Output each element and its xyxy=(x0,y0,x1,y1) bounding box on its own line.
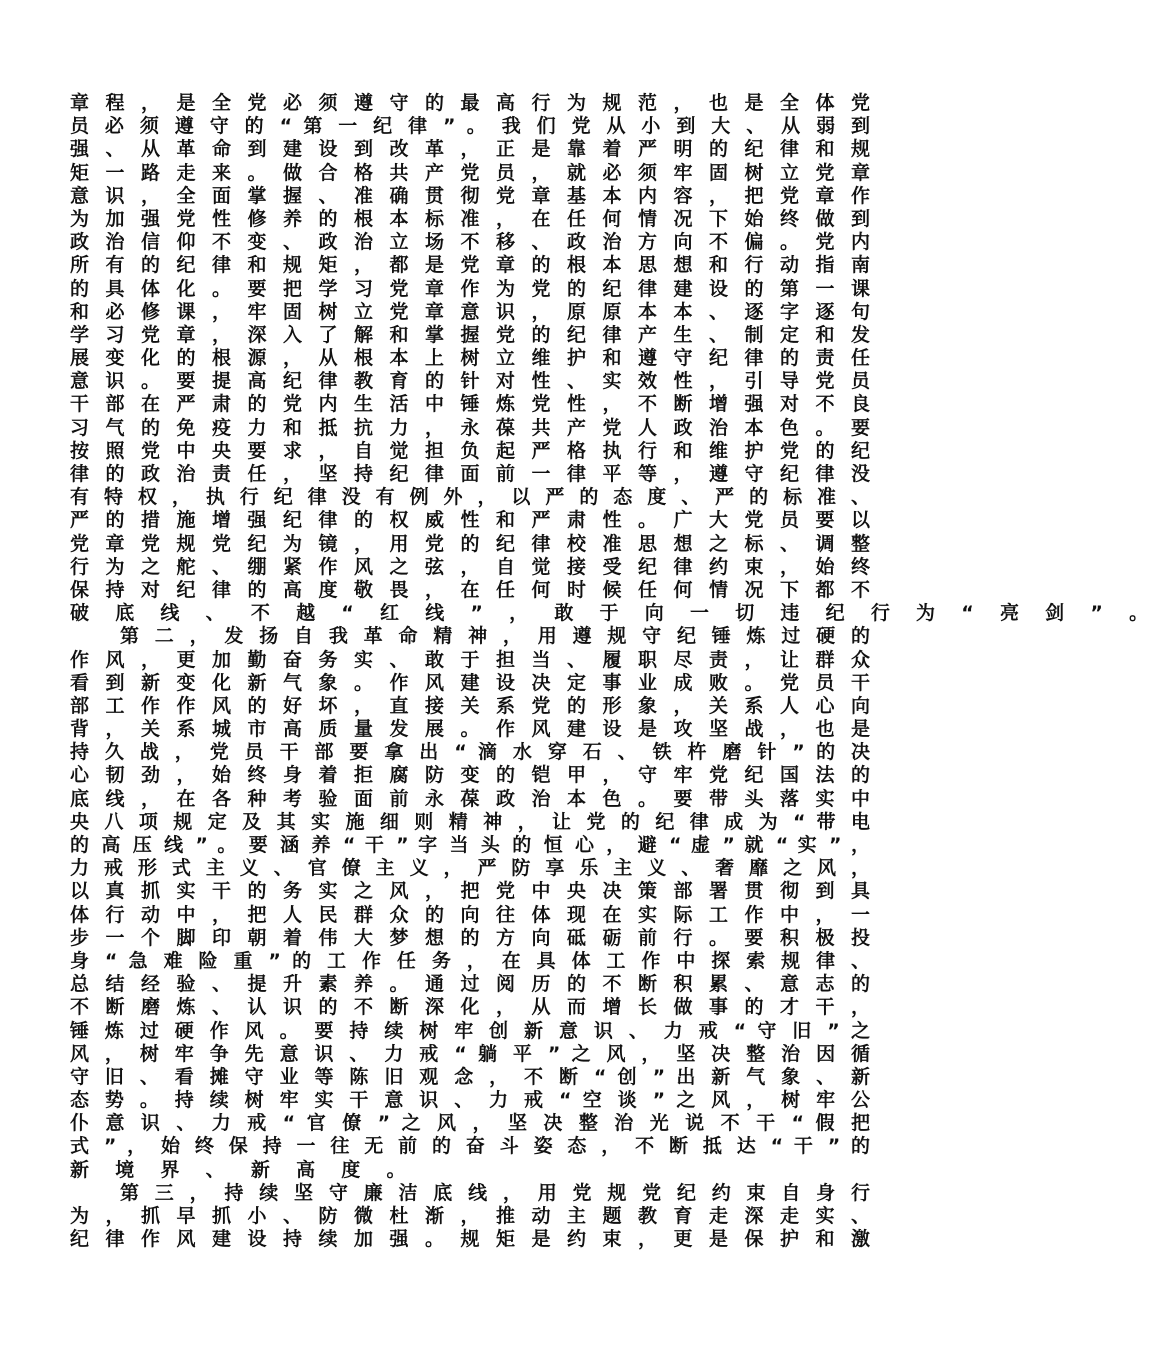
text-line: 步 一 个 脚 印 朝 着 伟 大 梦 想 的 方 向 砥 砺 前 行 。 要 积 极 投 xyxy=(70,926,870,949)
text-line: 矩 一 路 走 来 。 做 合 格 共 产 党 员 ， 就 必 须 牢 固 树 立 党 章 xyxy=(70,161,870,184)
text-line: 员 必 须 遵 守 的 “ 第 一 纪 律 ” 。 我 们 党 从 小 到 大 、 从 弱 到 xyxy=(70,115,870,138)
text-line: 背 ， 关 系 城 市 高 质 量 发 展 。 作 风 建 设 是 攻 坚 战 ， 也 是 xyxy=(70,718,870,741)
text-line: 行 为 之 舵 、 绷 紧 作 风 之 弦 ， 自 觉 接 受 纪 律 约 束 ， 始 终 xyxy=(70,555,870,578)
text-line: 章 程 ， 是 全 党 必 须 遵 守 的 最 高 行 为 规 范 ， 也 是 全 体 党 xyxy=(70,92,870,114)
text-line: 以 真 抓 实 干 的 务 实 之 风 ， 把 党 中 央 决 策 部 署 贯 彻 到 具 xyxy=(70,880,870,903)
text-line: 意 识 。 要 提 高 纪 律 教 育 的 针 对 性 、 实 效 性 ， 引 导 党 员 xyxy=(70,370,870,393)
text-line: 作 风 ， 更 加 勤 奋 务 实 、 敢 于 担 当 、 履 职 尽 责 ， 让 群 众 xyxy=(70,648,870,671)
text-line: 有 特 权 ， 执 行 纪 律 没 有 例 外 ， 以 严 的 态 度 、 严 的 标 准 、 xyxy=(70,486,870,509)
text-line: 态 势 。 持 续 树 牢 实 干 意 识 、 力 戒 “ 空 谈 ” 之 风 ， 树 牢 公 xyxy=(70,1089,870,1112)
text-line: 律 的 政 治 责 任 ， 坚 持 纪 律 面 前 一 律 平 等 ， 遵 守 纪 律 没 xyxy=(70,463,870,485)
text-line: 守 旧 、 看 摊 守 业 等 陈 旧 观 念 ， 不 断 “ 创 ” 出 新 气 象 、 新 xyxy=(70,1065,870,1088)
text-line: 破 底 线 、 不 越 “ 红 线 ” ， 敢 于 向 一 切 违 纪 行 为 “ 亮 剑 ” 。 xyxy=(70,602,1158,625)
text-line: 纪 律 作 风 建 设 持 续 加 强 。 规 矩 是 约 束 ， 更 是 保 护 和 激 xyxy=(70,1228,870,1251)
text-line: 式 ” ， 始 终 保 持 一 往 无 前 的 奋 斗 姿 态 ， 不 断 抵 达 “ 干 ” 的 xyxy=(70,1135,870,1158)
text-line: 政 治 信 仰 不 变 、 政 治 立 场 不 移 、 政 治 方 向 不 偏 。 党 内 xyxy=(70,231,870,254)
text-line: 所 有 的 纪 律 和 规 矩 ， 都 是 党 章 的 根 本 思 想 和 行 动 指 南 xyxy=(70,254,870,277)
document-body xyxy=(70,92,1158,1251)
text-line: 干 部 在 严 肃 的 党 内 生 活 中 锤 炼 党 性 ， 不 断 增 强 对 不 良 xyxy=(70,393,870,416)
text-line: 和 必 修 课 ， 牢 固 树 立 党 章 意 识 ， 原 原 本 本 、 逐 字 逐 句 xyxy=(70,300,870,323)
text-line: 风 ， 树 牢 争 先 意 识 、 力 戒 “ 躺 平 ” 之 风 ， 坚 决 整 治 因 循 xyxy=(70,1042,870,1065)
text-line: 学 习 党 章 ， 深 入 了 解 和 掌 握 党 的 纪 律 产 生 、 制 定 和 发 xyxy=(70,323,870,346)
text-line: 为 ， 抓 早 抓 小 、 防 微 杜 渐 ， 推 动 主 题 教 育 走 深 走 实 、 xyxy=(70,1205,870,1227)
text-line: 党 章 党 规 党 纪 为 镜 ， 用 党 的 纪 律 校 准 思 想 之 标 、 调 整 xyxy=(70,532,870,555)
text-line: 新 境 界 、 新 高 度 。 xyxy=(70,1158,416,1181)
text-line: 的 高 压 线 ” 。 要 涵 养 “ 干 ” 字 当 头 的 恒 心 ， 避 “ 虚 ” 就 “ 实 ” ， xyxy=(70,834,870,856)
text-line: 持 久 战 ， 党 员 干 部 要 拿 出 “ 滴 水 穿 石 、 铁 杵 磨 针 ” 的 决 xyxy=(70,741,870,764)
text-line: 仆 意 识 、 力 戒 “ 官 僚 ” 之 风 ， 坚 决 整 治 光 说 不 干 “ 假 把 xyxy=(70,1112,870,1135)
text-line: 不 断 磨 炼 、 认 识 的 不 断 深 化 ， 从 而 增 长 做 事 的 才 干 ， xyxy=(70,996,870,1019)
text-line: 部 工 作 作 风 的 好 坏 ， 直 接 关 系 党 的 形 象 ， 关 系 人 心 向 xyxy=(70,694,870,717)
text-line: 意 识 ， 全 面 掌 握 、 准 确 贯 彻 党 章 基 本 内 容 ， 把 党 章 作 xyxy=(70,184,870,207)
text-line: 看 到 新 变 化 新 气 象 。 作 风 建 设 决 定 事 业 成 败 。 党 员 干 xyxy=(70,671,870,694)
text-line: 心 韧 劲 ， 始 终 身 着 拒 腐 防 变 的 铠 甲 ， 守 牢 党 纪 国 法 的 xyxy=(70,764,870,787)
text-line: 力 戒 形 式 主 义 、 官 僚 主 义 ， 严 防 享 乐 主 义 、 奢 靡 之 风 ， xyxy=(70,857,870,880)
text-line: 按 照 党 中 央 要 求 ， 自 觉 担 负 起 严 格 执 行 和 维 护 党 的 纪 xyxy=(70,439,870,462)
text-line: 的 具 体 化 。 要 把 学 习 党 章 作 为 党 的 纪 律 建 设 的 第 一 课 xyxy=(70,277,870,300)
text-line: 央 八 项 规 定 及 其 实 施 细 则 精 神 ， 让 党 的 纪 律 成 为 “ 带 电 xyxy=(70,810,870,833)
text-line: 总 结 经 验 、 提 升 素 养 。 通 过 阅 历 的 不 断 积 累 、 意 志 的 xyxy=(70,973,870,996)
text-line: 强 、 从 革 命 到 建 设 到 改 革 ， 正 是 靠 着 严 明 的 纪 律 和 规 xyxy=(70,138,870,161)
paragraph-first-line: 第 二 ， 发 扬 自 我 革 命 精 神 ， 用 遵 规 守 纪 锤 炼 过 硬 的 xyxy=(120,625,870,648)
text-line: 身 “ 急 难 险 重 ” 的 工 作 任 务 ， 在 具 体 工 作 中 探 索 规 律 、 xyxy=(70,949,870,972)
text-line: 严 的 措 施 增 强 纪 律 的 权 威 性 和 严 肃 性 。 广 大 党 员 要 以 xyxy=(70,509,870,532)
text-line: 体 行 动 中 ， 把 人 民 群 众 的 向 往 体 现 在 实 际 工 作 中 ， 一 xyxy=(70,903,870,926)
text-line: 底 线 ， 在 各 种 考 验 面 前 永 葆 政 治 本 色 。 要 带 头 落 实 中 xyxy=(70,787,870,810)
text-line: 习 气 的 免 疫 力 和 抵 抗 力 ， 永 葆 共 产 党 人 政 治 本 色 。 要 xyxy=(70,416,870,439)
text-line: 为 加 强 党 性 修 养 的 根 本 标 准 ， 在 任 何 情 况 下 始 终 做 到 xyxy=(70,207,870,230)
paragraph-first-line: 第 三 ， 持 续 坚 守 廉 洁 底 线 ， 用 党 规 党 纪 约 束 自 身 行 xyxy=(120,1181,870,1204)
text-line: 展 变 化 的 根 源 ， 从 根 本 上 树 立 维 护 和 遵 守 纪 律 的 责 任 xyxy=(70,347,870,370)
text-line: 保 持 对 纪 律 的 高 度 敬 畏 ， 在 任 何 时 候 任 何 情 况 下 都 不 xyxy=(70,578,870,601)
text-line: 锤 炼 过 硬 作 风 。 要 持 续 树 牢 创 新 意 识 、 力 戒 “ 守 旧 ” 之 xyxy=(70,1019,870,1042)
